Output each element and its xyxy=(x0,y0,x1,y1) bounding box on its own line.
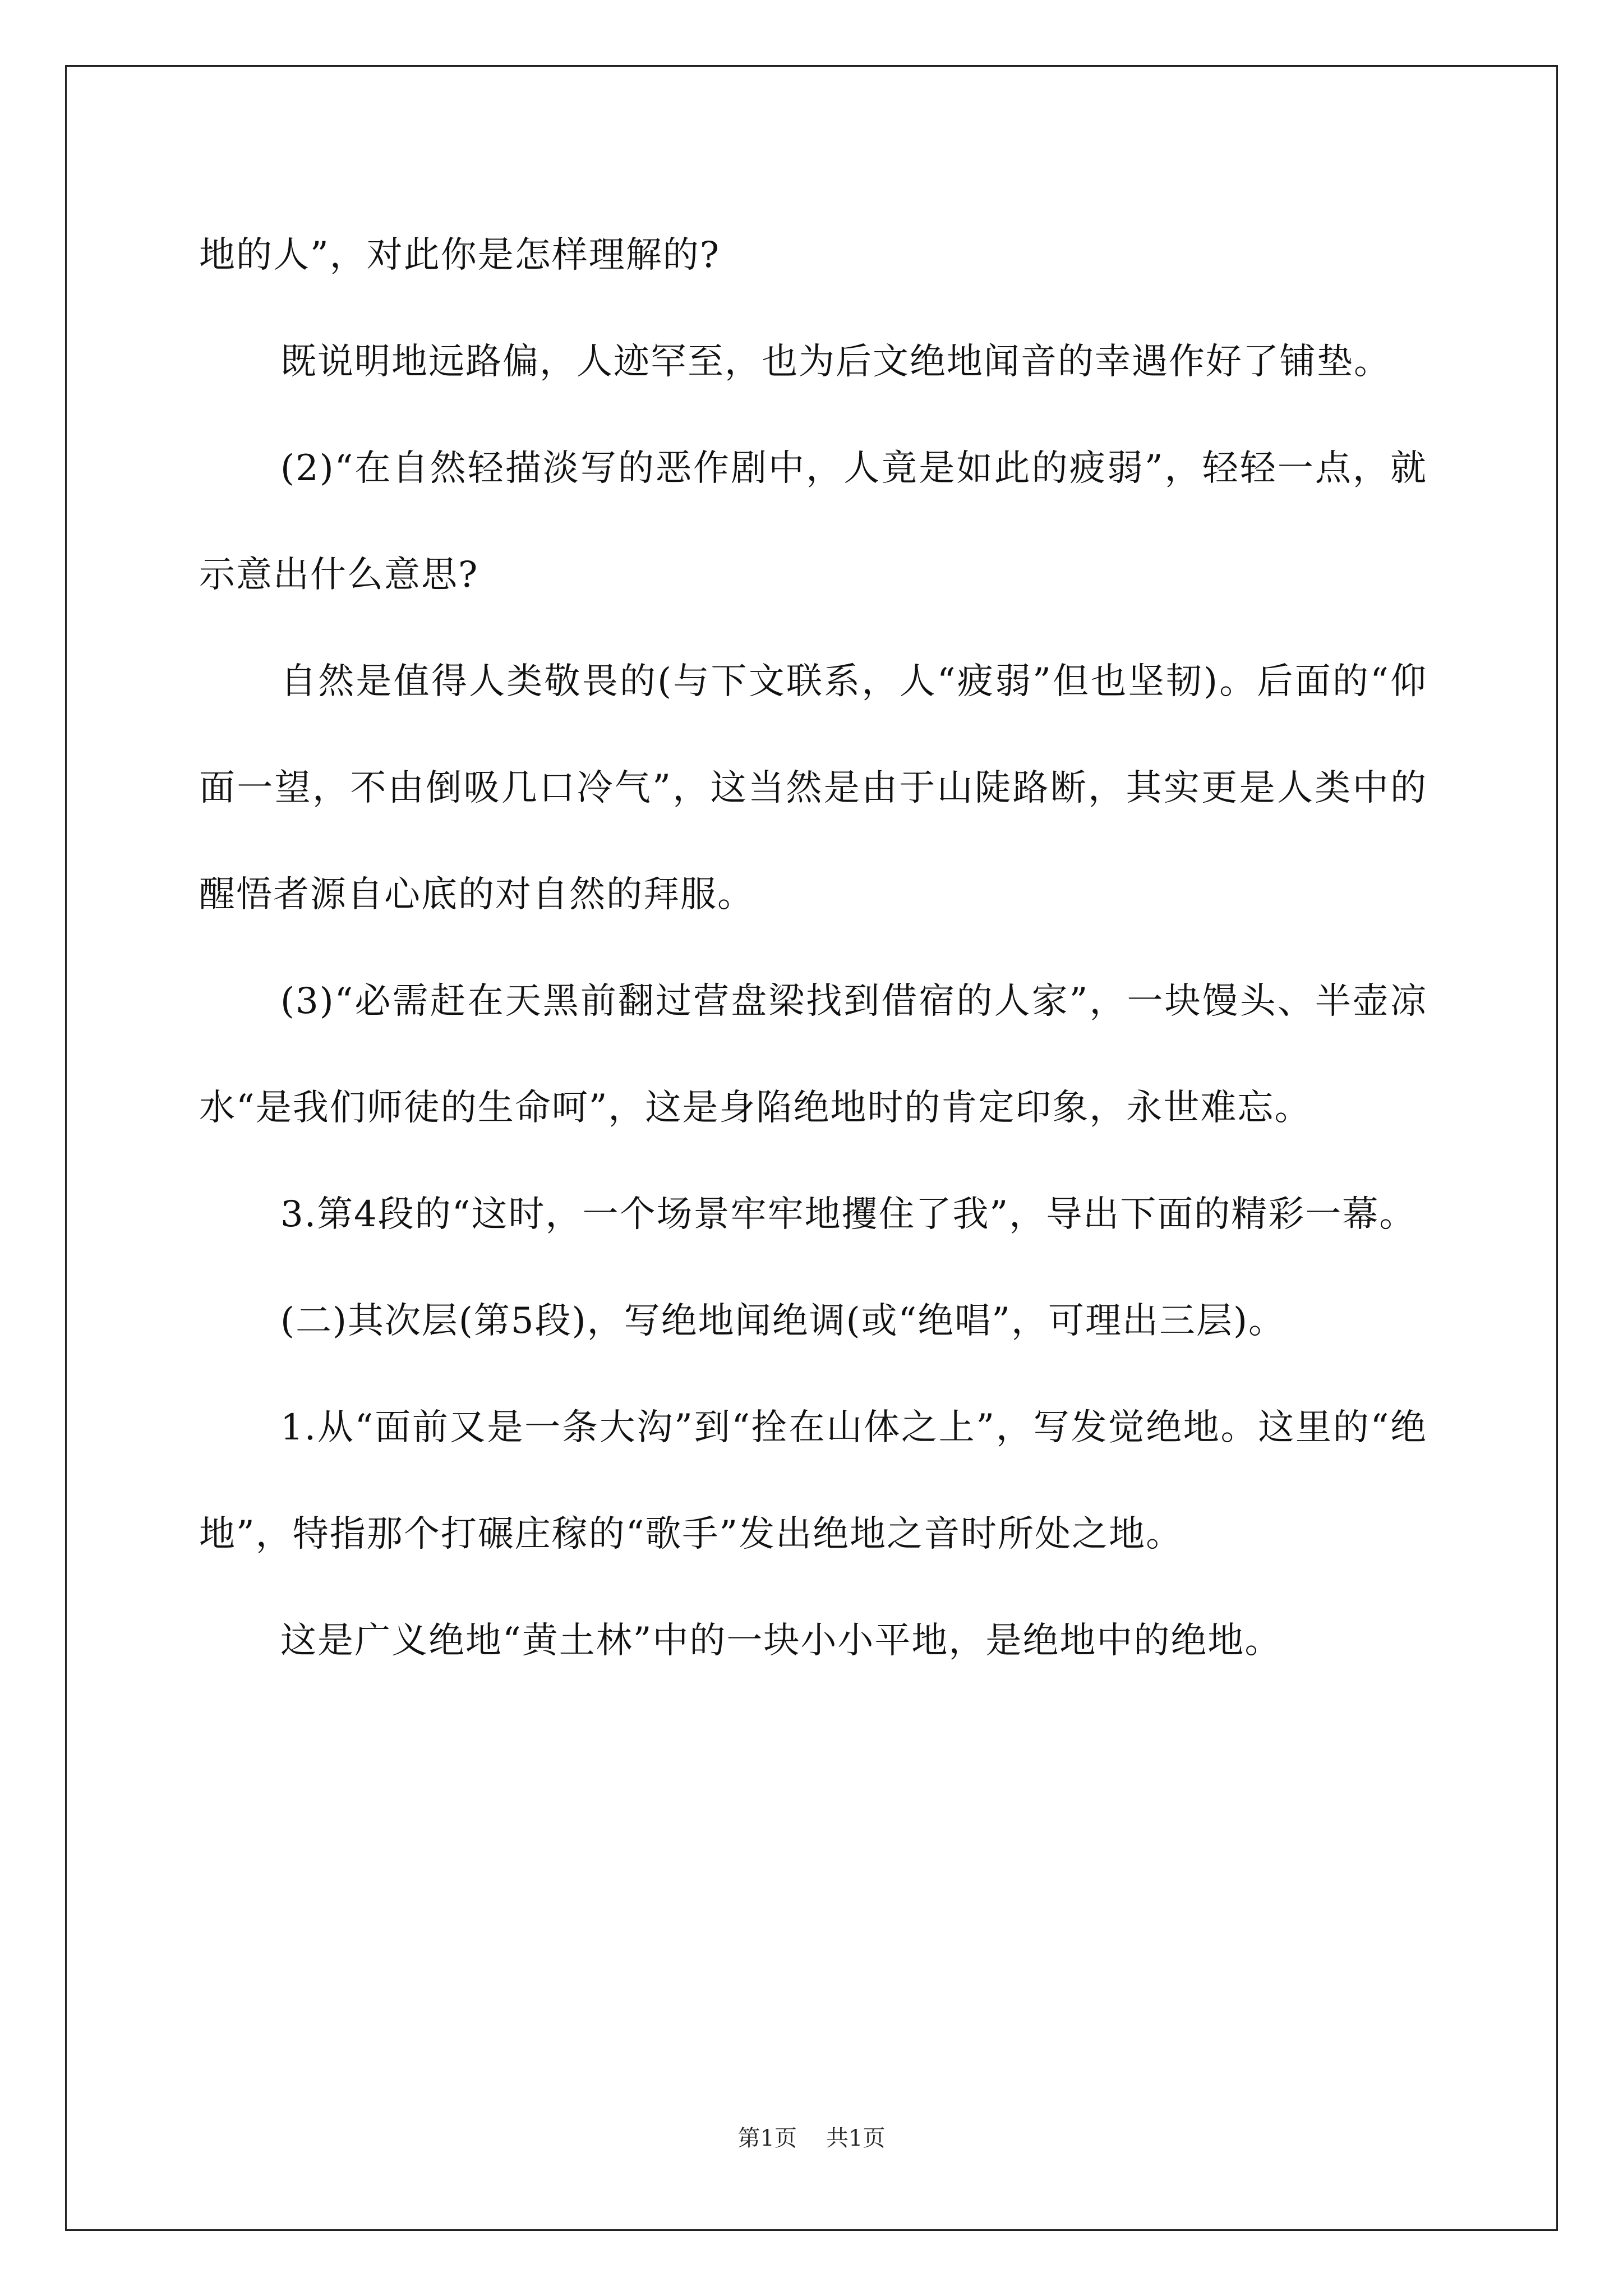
paragraph-1: 地的人”，对此你是怎样理解的? xyxy=(199,234,721,276)
page-footer xyxy=(0,2120,1623,2152)
document-body xyxy=(199,202,1427,1694)
paragraph-5: (3)“必需赶在天黑前翻过营盘梁找到借宿的人家”，一块馒头、半壶凉水“是我们师徒的生命呵”，这是身陷绝地时的肯定印象，永世难忘。 xyxy=(199,981,1427,1129)
page-number: 第1页 xyxy=(737,2125,797,2151)
paragraph-6: 3.第4段的“这时，一个场景牢牢地攫住了我”，导出下面的精彩一幕。 xyxy=(280,1194,1417,1235)
page-total: 共1页 xyxy=(826,2125,886,2151)
paragraph-2: 既说明地远路偏，人迹罕至，也为后文绝地闻音的幸遇作好了铺垫。 xyxy=(280,341,1391,383)
paragraph-3: (2)“在自然轻描淡写的恶作剧中，人竟是如此的疲弱”，轻轻一点，就示意出什么意思? xyxy=(199,448,1427,596)
paragraph-8: 1.从“面前又是一条大沟”到“拴在山体之上”，写发觉绝地。这里的“绝地”，特指那个打碾庄稼的“歌手”发出绝地之音时所处之地。 xyxy=(199,1407,1427,1555)
paragraph-4: 自然是值得人类敬畏的(与下文联系，人“疲弱”但也坚韧)。后面的“仰面一望，不由倒吸几口冷气”，这当然是由于山陡路断，其实更是人类中的醒悟者源自心底的对自然的拜服。 xyxy=(199,661,1427,915)
paragraph-9: 这是广义绝地“黄土林”中的一块小小平地，是绝地中的绝地。 xyxy=(280,1620,1282,1662)
paragraph-7: (二)其次层(第5段)，写绝地闻绝调(或“绝唱”，可理出三层)。 xyxy=(280,1300,1285,1342)
